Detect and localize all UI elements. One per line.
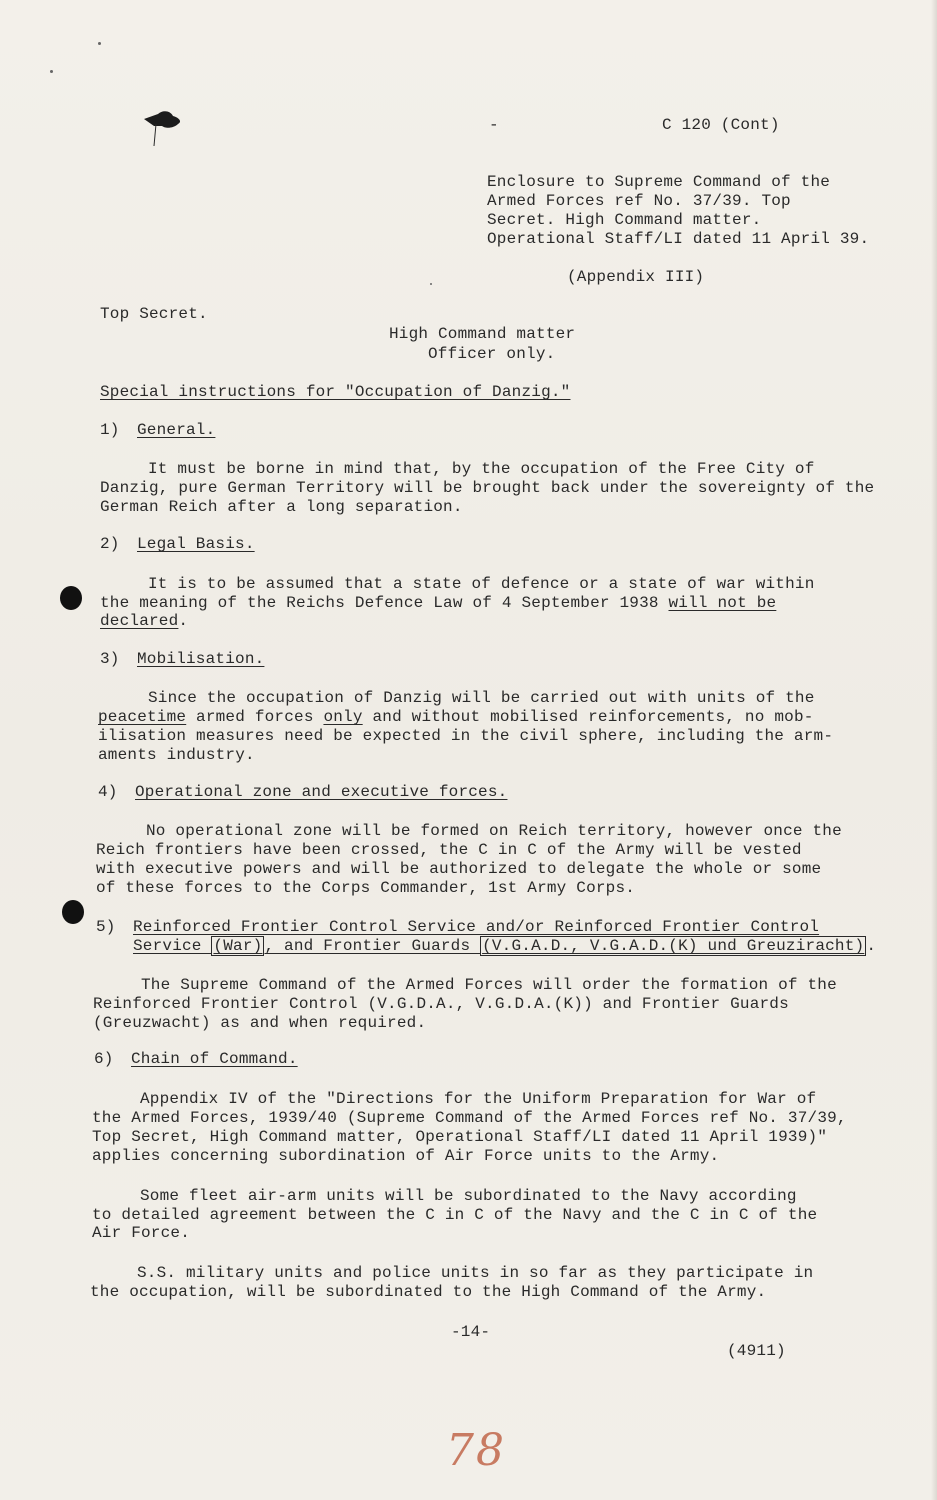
enclosure-line-3: Secret. High Command matter. (487, 211, 762, 229)
page-number: -14- (451, 1323, 491, 1341)
top-secret-label: Top Secret. (100, 305, 208, 323)
text-run: . (866, 937, 877, 955)
section-heading-chain-of-command: Chain of Command. (131, 1050, 298, 1068)
paragraph-line: Danzig, pure German Territory will be brought back under the sovereignty of the (100, 479, 875, 497)
section-number: 4) (98, 783, 118, 801)
underlined-text: Service (133, 937, 212, 955)
section-heading-operational-zone: Operational zone and executive forces. (135, 783, 508, 801)
section-number: 1) (100, 421, 120, 439)
section-heading-mobilisation: Mobilisation. (137, 650, 265, 668)
paragraph-line: (Greuzwacht) as and when required. (93, 1014, 427, 1032)
section-heading-general: General. (137, 421, 216, 439)
stain-dot (430, 283, 432, 285)
officer-only-label: Officer only. (428, 345, 556, 363)
paragraph-line: German Reich after a long separation. (100, 498, 463, 516)
section-number: 2) (100, 535, 120, 553)
paragraph-line (100, 594, 776, 612)
paragraph-line: No operational zone will be formed on Reich territory, however once the (146, 822, 842, 840)
handwritten-folio-number: 78 (446, 1425, 506, 1476)
header-dash: - (489, 116, 499, 134)
section-heading-legal-basis: Legal Basis. (137, 535, 255, 553)
section-number: 3) (100, 650, 120, 668)
enclosure-line-2: Armed Forces ref No. 37/39. Top (487, 192, 791, 210)
enclosure-line-4: Operational Staff/LI dated 11 April 39. (487, 230, 870, 248)
paragraph-line: of these forces to the Corps Commander, 1st Army Corps. (96, 879, 636, 897)
page-edge-shadow (931, 0, 937, 1500)
paragraph-line: applies concerning subordination of Air Force units to the Army. (92, 1147, 720, 1165)
paragraph-line: Appendix IV of the "Directions for the Uniform Preparation for War of (140, 1090, 817, 1108)
paragraph-line: The Supreme Command of the Armed Forces will order the formation of the (141, 976, 837, 994)
paragraph-line: Some fleet air-arm units will be subordinated to the Navy according (140, 1187, 797, 1205)
paragraph-line: aments industry. (98, 746, 255, 764)
page-title: Special instructions for "Occupation of Danzig." (100, 383, 571, 401)
boxed-text: (War) (213, 937, 263, 955)
punch-hole (62, 900, 84, 924)
paragraph-line (100, 612, 188, 630)
document-ref: C 120 (Cont) (662, 116, 780, 134)
high-command-label: High Command matter (389, 325, 576, 343)
paragraph-line: Top Secret, High Command matter, Operational Staff/LI dated 11 April 1939)" (92, 1128, 828, 1146)
underlined-text: will not be (668, 594, 777, 612)
paragraph-line: the occupation, will be subordinated to the High Command of the Army. (90, 1283, 767, 1301)
section-heading-frontier-control-line-2 (133, 937, 876, 955)
underlined-text: only (323, 708, 363, 726)
underlined-text: peacetime (98, 708, 187, 726)
paragraph-line: to detailed agreement between the C in C of the Navy and the C in C of the (92, 1206, 818, 1224)
underlined-text: , and Frontier Guards (264, 937, 481, 955)
paragraph-line: Air Force. (92, 1224, 191, 1242)
paragraph-line: the Armed Forces, 1939/40 (Supreme Command of the Armed Forces ref No. 37/39, (92, 1109, 847, 1127)
enclosure-line-1: Enclosure to Supreme Command of the (487, 173, 831, 191)
underlined-text: declared (100, 612, 179, 630)
section-heading-frontier-control: Reinforced Frontier Control Service and/or Reinforced Frontier Control (133, 918, 820, 936)
text-run: the meaning of the Reichs Defence Law of 4 September 1938 (100, 594, 669, 612)
paragraph-line: Reich frontiers have been crossed, the C in C of the Army will be vested (96, 841, 802, 859)
ink-blot-icon (140, 104, 186, 150)
appendix-label: (Appendix III) (567, 268, 705, 286)
paragraph-line: Since the occupation of Danzig will be carried out with units of the (148, 689, 815, 707)
punch-hole (60, 586, 82, 610)
paragraph-line: ilisation measures need be expected in the civil sphere, including the arm- (98, 727, 834, 745)
paragraph-line: with executive powers and will be authorized to delegate the whole or some (96, 860, 822, 878)
document-number: (4911) (727, 1342, 786, 1360)
paragraph-line: Reinforced Frontier Control (V.G.D.A., V.G.D.A.(K)) and Frontier Guards (93, 995, 789, 1013)
text-run: . (178, 612, 189, 630)
text-run: armed forces (186, 708, 324, 726)
stain-dot (50, 70, 53, 73)
paragraph-line: It is to be assumed that a state of defence or a state of war within (148, 575, 815, 593)
paragraph-line: It must be borne in mind that, by the occupation of the Free City of (148, 460, 815, 478)
section-number: 6) (94, 1050, 114, 1068)
paragraph-line: S.S. military units and police units in so far as they participate in (137, 1264, 814, 1282)
section-number: 5) (96, 918, 116, 936)
text-run: and without mobilised reinforcements, no mob- (362, 708, 814, 726)
boxed-text: (V.G.A.D., V.G.A.D.(K) und Greuziracht) (482, 937, 865, 955)
paragraph-line (98, 708, 814, 726)
stain-dot (98, 42, 101, 45)
